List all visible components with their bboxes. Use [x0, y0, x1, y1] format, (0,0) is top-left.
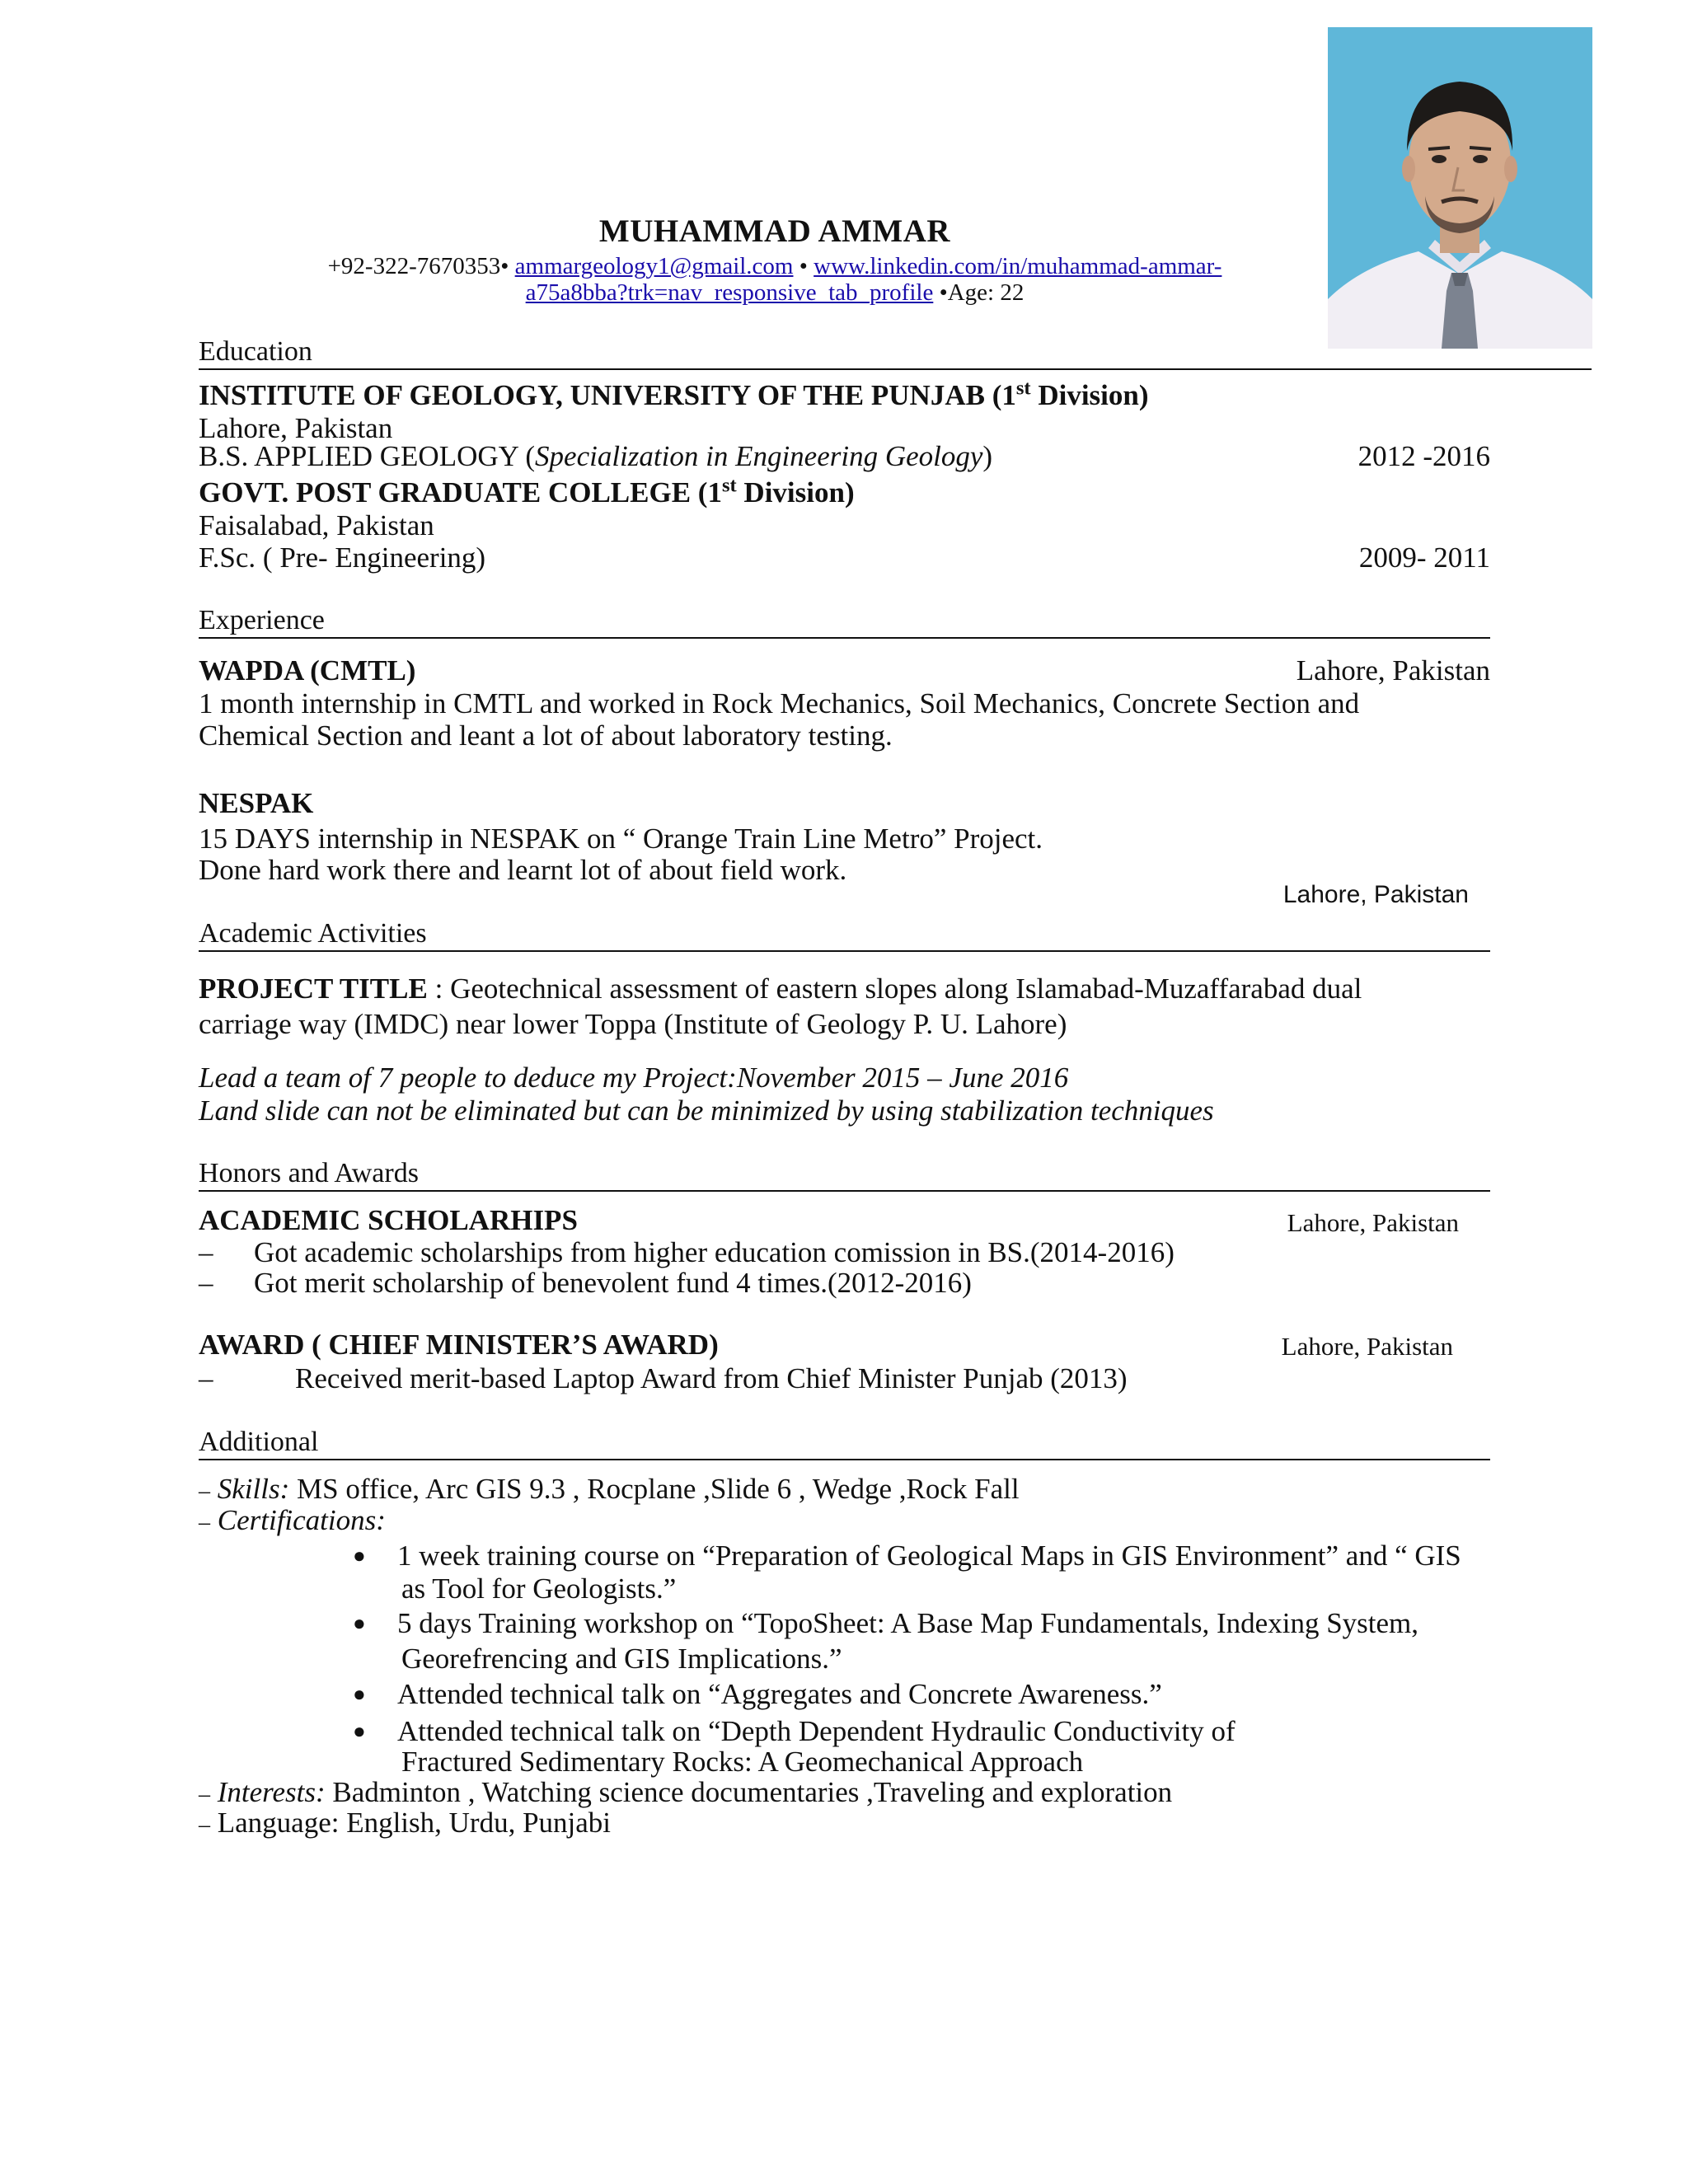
email-link[interactable]: ammargeology1@gmail.com	[514, 253, 794, 279]
scholarship-item-2	[199, 1267, 213, 1300]
certification-4-line-2: Fractured Sedimentary Rocks: A Geomechanical Approach	[401, 1746, 1084, 1778]
dash: –	[199, 1812, 210, 1838]
education-institution-1: INSTITUTE OF GEOLOGY, UNIVERSITY OF THE PUNJAB (1st Division)	[199, 377, 1149, 411]
wapda-description-1: 1 month internship in CMTL and worked in Rock Mechanics, Soil Mechanics, Concrete Section and	[199, 687, 1360, 719]
scholarship-item-2-text: Got merit scholarship of benevolent fund 4 times.(2012-2016)	[254, 1267, 972, 1299]
nespak-title: NESPAK	[199, 787, 314, 819]
contact-line-1	[0, 253, 1550, 280]
certification-3: Attended technical talk on “Aggregates and Concrete Awareness.”	[397, 1678, 1162, 1710]
award-item	[199, 1362, 213, 1395]
dash: –	[199, 1782, 210, 1807]
certification-2-line-1: 5 days Training workshop on “TopoSheet: A Base Map Fundamentals, Indexing System,	[397, 1607, 1419, 1639]
project-leadership: Lead a team of 7 people to deduce my Project:November 2015 – June 2016	[199, 1062, 1069, 1094]
interests-label: Interests:	[217, 1776, 326, 1808]
certifications-label: Certifications:	[217, 1504, 386, 1536]
education-years-1: 2012 -2016	[1357, 440, 1490, 472]
certification-2-line-2: Georefrencing and GIS Implications.”	[401, 1643, 842, 1675]
additional-heading: Additional	[199, 1427, 319, 1457]
bullet: ●	[353, 1544, 366, 1568]
bullet: ●	[353, 1682, 366, 1706]
skills-line	[199, 1473, 1020, 1506]
dash: –	[199, 1267, 213, 1299]
skills-value: MS office, Arc GIS 9.3 , Rocplane ,Slide 6 , Wedge ,Rock Fall	[289, 1473, 1020, 1505]
project-title-line-2: carriage way (IMDC) near lower Toppa (Institute of Geology P. U. Lahore)	[199, 1008, 1067, 1040]
scholarships-location: Lahore, Pakistan	[1287, 1208, 1459, 1237]
scholarship-item-1-text: Got academic scholarships from higher education comission in BS.(2014-2016)	[254, 1236, 1175, 1268]
nespak-location: Lahore, Pakistan	[1282, 881, 1469, 908]
project-conclusion: Land slide can not be eliminated but can be minimized by using stabilization techniques	[199, 1094, 1214, 1127]
nespak-description-2: Done hard work there and learnt lot of about field work.	[199, 854, 847, 886]
award-title: AWARD ( CHIEF MINISTER’S AWARD)	[199, 1329, 719, 1361]
contact-line-2	[0, 279, 1550, 307]
academic-rule	[199, 950, 1490, 952]
language-line	[199, 1807, 611, 1840]
certification-4-line-1: Attended technical talk on “Depth Dependent Hydraulic Conductivity of	[397, 1715, 1236, 1747]
additional-rule	[199, 1459, 1490, 1460]
certification-1-line-2: as Tool for Geologists.”	[401, 1572, 677, 1605]
nespak-description-1: 15 DAYS internship in NESPAK on “ Orange Train Line Metro” Project.	[199, 823, 1043, 855]
honors-heading: Honors and Awards	[199, 1158, 419, 1188]
applicant-name: MUHAMMAD AMMAR	[598, 213, 951, 249]
superscript: st	[721, 474, 737, 497]
education-degree-1: B.S. APPLIED GEOLOGY (Specialization in Engineering Geology)	[199, 440, 993, 472]
certification-1-line-1: 1 week training course on “Preparation of Geological Maps in GIS Environment” and “ GIS	[397, 1540, 1461, 1572]
scholarship-item-1	[199, 1236, 213, 1269]
wapda-location: Lahore, Pakistan	[1296, 654, 1490, 687]
education-degree-2: F.Sc. ( Pre- Engineering)	[199, 541, 486, 574]
education-location-2: Faisalabad, Pakistan	[199, 509, 434, 541]
dash: –	[199, 1362, 213, 1394]
dash: –	[199, 1236, 213, 1268]
scholarships-title: ACADEMIC SCHOLARHIPS	[199, 1204, 578, 1236]
interests-value: Badminton , Watching science documentaries ,Traveling and exploration	[325, 1776, 1173, 1808]
education-heading: Education	[199, 336, 312, 367]
phone-number: +92-322-7670353•	[327, 253, 509, 279]
separator: •	[799, 253, 808, 279]
linkedin-link-continued[interactable]: a75a8bba?trk=nav_responsive_tab_profile	[525, 279, 934, 306]
education-rule	[199, 368, 1592, 370]
bullet: ●	[353, 1611, 366, 1635]
experience-heading: Experience	[199, 605, 325, 635]
language-value: Language: English, Urdu, Punjabi	[217, 1807, 612, 1839]
project-title-label: PROJECT TITLE	[199, 972, 428, 1005]
dash: –	[199, 1479, 210, 1504]
dash: –	[199, 1510, 210, 1535]
award-location: Lahore, Pakistan	[1281, 1332, 1453, 1361]
wapda-description-2: Chemical Section and leant a lot of about laboratory testing.	[199, 719, 893, 752]
linkedin-link[interactable]: www.linkedin.com/in/muhammad-ammar-	[814, 253, 1222, 279]
superscript: st	[1015, 377, 1031, 400]
education-location-1: Lahore, Pakistan	[199, 412, 393, 444]
age: •Age: 22	[939, 279, 1025, 306]
skills-label: Skills:	[217, 1473, 290, 1505]
interests-line	[199, 1776, 1172, 1809]
education-years-2: 2009- 2011	[1358, 541, 1490, 574]
wapda-title: WAPDA (CMTL)	[199, 654, 416, 687]
award-item-text: Received merit-based Laptop Award from Chief Minister Punjab (2013)	[295, 1362, 1128, 1394]
honors-rule	[199, 1190, 1490, 1192]
education-institution-2: GOVT. POST GRADUATE COLLEGE (1st Division)	[199, 474, 855, 509]
academic-heading: Academic Activities	[199, 918, 427, 949]
project-title-line-1: PROJECT TITLE : Geotechnical assessment of eastern slopes along Islamabad-Muzaffarabad dual	[199, 972, 1362, 1005]
certifications-line	[199, 1504, 386, 1537]
bullet: ●	[353, 1719, 366, 1743]
experience-rule	[199, 637, 1490, 639]
